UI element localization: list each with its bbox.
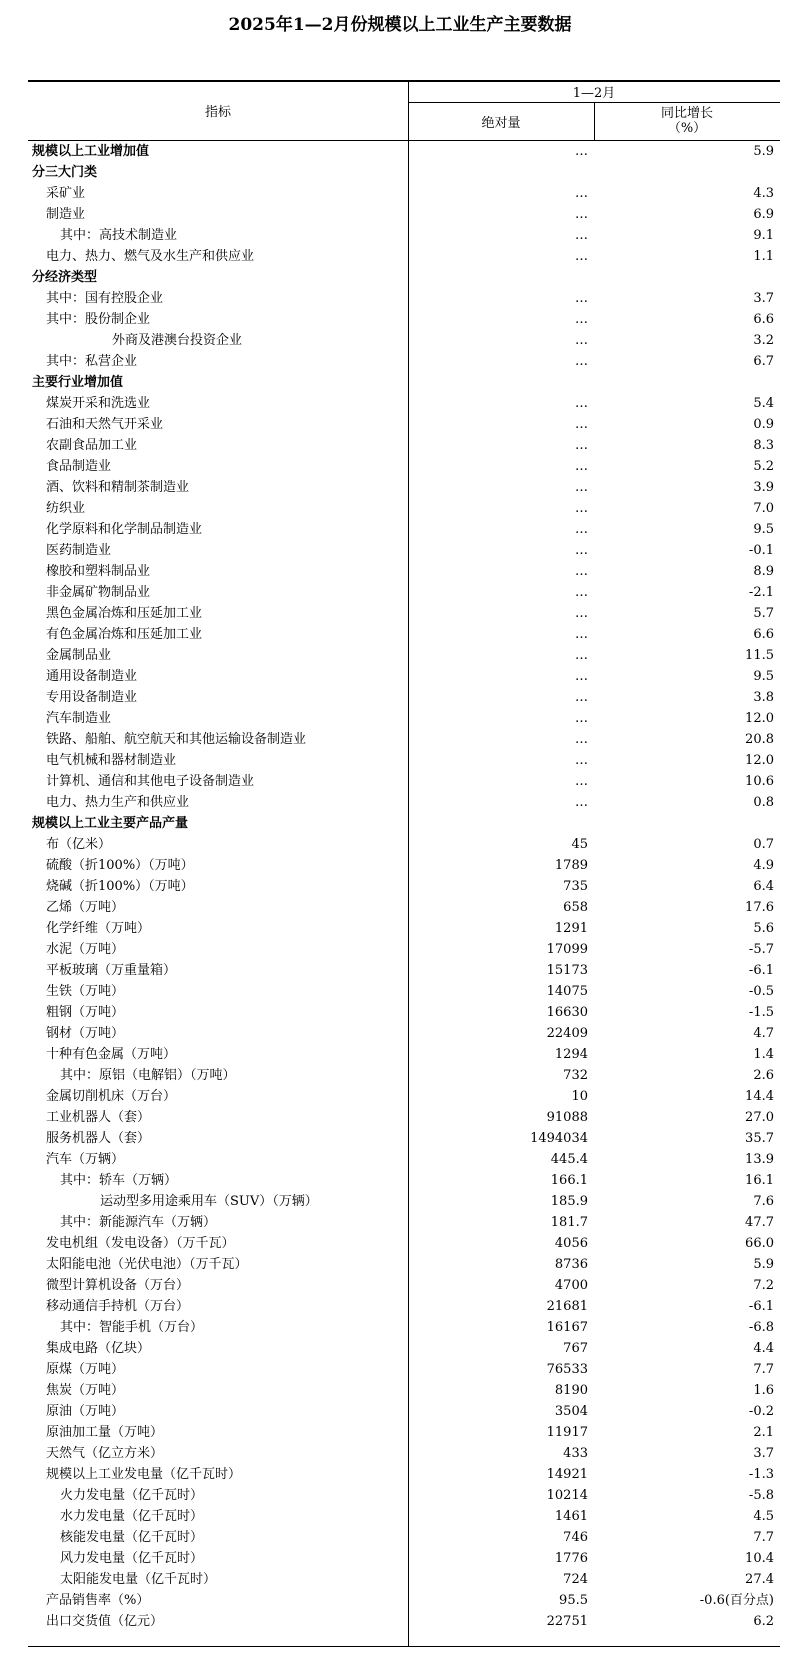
row-absolute: …	[575, 354, 588, 369]
row-yoy: 27.0	[745, 1110, 774, 1125]
table-header	[28, 80, 780, 140]
table-body	[28, 141, 780, 1632]
row-label: 其中：轿车（万辆）	[60, 1173, 178, 1188]
row-absolute: 15173	[546, 963, 588, 978]
page-title: 2025年1—2月份规模以上工业生产主要数据	[228, 15, 572, 35]
row-label: 电气机械和器材制造业	[46, 753, 177, 768]
row-yoy: 9.5	[753, 522, 774, 537]
row-yoy: 3.7	[753, 1446, 774, 1461]
row-yoy: 47.7	[745, 1215, 774, 1230]
row-yoy: 27.4	[745, 1572, 774, 1587]
table-row	[28, 435, 780, 456]
row-absolute: 445.4	[550, 1152, 588, 1167]
row-absolute: 1789	[554, 858, 588, 873]
table-row	[28, 855, 780, 876]
row-yoy: -6.1	[748, 1299, 774, 1314]
row-label: 电力、热力、燃气及水生产和供应业	[46, 249, 255, 264]
row-label: 汽车制造业	[46, 711, 112, 726]
row-yoy: 6.9	[753, 207, 774, 222]
row-label: 粗钢（万吨）	[46, 1005, 125, 1020]
table-row	[28, 519, 780, 540]
table-row	[28, 330, 780, 351]
row-yoy: 2.1	[753, 1425, 774, 1440]
row-label: 天然气（亿立方米）	[46, 1446, 164, 1461]
row-absolute: …	[575, 585, 588, 600]
row-yoy: 4.3	[753, 186, 774, 201]
row-yoy: -6.1	[748, 963, 774, 978]
row-yoy: 1.4	[753, 1047, 774, 1062]
table-row	[28, 1149, 780, 1170]
row-label: 汽车（万辆）	[46, 1152, 125, 1167]
row-absolute: 732	[563, 1068, 588, 1083]
row-absolute: 433	[563, 1446, 588, 1461]
table-row	[28, 1338, 780, 1359]
row-yoy: 6.6	[753, 312, 774, 327]
row-absolute: 746	[563, 1530, 588, 1545]
row-absolute: …	[575, 522, 588, 537]
table-row	[28, 225, 780, 246]
table-row	[28, 1212, 780, 1233]
row-label: 其中：新能源汽车（万辆）	[60, 1215, 217, 1230]
row-label: 水泥（万吨）	[46, 942, 125, 957]
row-absolute: 76533	[546, 1362, 588, 1377]
row-absolute: 4700	[554, 1278, 588, 1293]
header-yoy-label: 同比增长	[660, 106, 713, 121]
row-label: 金属切削机床（万台）	[46, 1089, 177, 1104]
row-absolute: 21681	[546, 1299, 588, 1314]
row-yoy: -0.1	[748, 543, 774, 558]
row-label: 焦炭（万吨）	[46, 1383, 125, 1398]
row-yoy: 5.9	[753, 1257, 774, 1272]
table-row	[28, 624, 780, 645]
row-absolute: 14921	[546, 1467, 588, 1482]
row-yoy: -2.1	[748, 585, 774, 600]
row-absolute: …	[575, 501, 588, 516]
row-yoy: 4.9	[753, 858, 774, 873]
row-label: 原煤（万吨）	[46, 1362, 125, 1377]
table-row	[28, 1527, 780, 1548]
table-row	[28, 1065, 780, 1086]
row-label: 橡胶和塑料制品业	[46, 564, 151, 579]
row-label: 硫酸（折100%）（万吨）	[46, 858, 194, 873]
table-row	[28, 498, 780, 519]
row-label: 乙烯（万吨）	[46, 900, 125, 915]
table-row	[28, 750, 780, 771]
row-yoy: -0.2	[748, 1404, 774, 1419]
table-row	[28, 1191, 780, 1212]
row-yoy: 17.6	[745, 900, 774, 915]
table-row	[28, 372, 780, 393]
table-row	[28, 1569, 780, 1590]
row-absolute: 735	[563, 879, 588, 894]
row-yoy: 16.1	[745, 1173, 774, 1188]
row-yoy: 8.3	[753, 438, 774, 453]
row-yoy: 5.7	[753, 606, 774, 621]
header-period: 1—2月	[572, 85, 616, 101]
row-label: 水力发电量（亿千瓦时）	[60, 1509, 204, 1524]
row-absolute: …	[575, 711, 588, 726]
row-absolute: …	[575, 312, 588, 327]
row-absolute: 3504	[554, 1404, 588, 1419]
table-bottom-rule	[28, 1646, 780, 1647]
row-absolute: …	[575, 438, 588, 453]
row-label: 规模以上工业增加值	[32, 144, 150, 159]
row-yoy: 0.8	[753, 795, 774, 810]
row-absolute: 4056	[554, 1236, 588, 1251]
row-label: 其中：原铝（电解铝）（万吨）	[60, 1068, 236, 1083]
row-yoy: 9.1	[753, 228, 774, 243]
table-row	[28, 267, 780, 288]
row-label: 其中：私营企业	[46, 354, 138, 369]
row-yoy: -0.5	[748, 984, 774, 999]
row-yoy: -0.6(百分点)	[699, 1593, 774, 1608]
table-row	[28, 162, 780, 183]
row-absolute: …	[575, 459, 588, 474]
row-label: 食品制造业	[46, 459, 112, 474]
table-row	[28, 1002, 780, 1023]
row-yoy: 7.7	[753, 1362, 774, 1377]
header-yoy-unit: （%）	[667, 121, 707, 136]
table-row	[28, 1506, 780, 1527]
row-absolute: 45	[571, 837, 588, 852]
header-yoy	[594, 102, 780, 140]
table-row	[28, 708, 780, 729]
row-label: 煤炭开采和洗选业	[46, 396, 151, 411]
row-label: 制造业	[46, 207, 86, 222]
table-row	[28, 246, 780, 267]
row-absolute: …	[575, 480, 588, 495]
table-row	[28, 1380, 780, 1401]
row-absolute: 17099	[546, 942, 588, 957]
row-absolute: …	[575, 144, 588, 159]
row-absolute: …	[575, 627, 588, 642]
table-row	[28, 1464, 780, 1485]
row-absolute: 724	[563, 1572, 588, 1587]
row-absolute: …	[575, 690, 588, 705]
row-absolute: 658	[563, 900, 588, 915]
table-row	[28, 1548, 780, 1569]
row-absolute: …	[575, 606, 588, 621]
row-absolute: 8736	[554, 1257, 588, 1272]
row-label: 产品销售率（%）	[46, 1593, 150, 1608]
row-label: 烧碱（折100%）（万吨）	[46, 879, 194, 894]
row-yoy: 5.6	[753, 921, 774, 936]
row-yoy: 8.9	[753, 564, 774, 579]
row-yoy: 6.2	[753, 1614, 774, 1629]
row-absolute: …	[575, 228, 588, 243]
row-yoy: 11.5	[745, 648, 774, 663]
table-row	[28, 582, 780, 603]
table-row	[28, 918, 780, 939]
row-absolute: …	[575, 207, 588, 222]
table-row	[28, 1170, 780, 1191]
row-label: 服务机器人（套）	[46, 1131, 151, 1146]
table-row	[28, 813, 780, 834]
row-label: 规模以上工业主要产品产量	[32, 816, 189, 831]
row-yoy: -1.3	[748, 1467, 774, 1482]
table-row	[28, 981, 780, 1002]
row-label: 其中：高技术制造业	[60, 228, 178, 243]
header-absolute: 绝对量	[481, 115, 521, 131]
table-row	[28, 1296, 780, 1317]
row-absolute: …	[575, 669, 588, 684]
table-row	[28, 1044, 780, 1065]
row-label: 其中：股份制企业	[46, 312, 151, 327]
row-absolute: 95.5	[559, 1593, 588, 1608]
row-yoy: 0.7	[753, 837, 774, 852]
row-absolute: …	[575, 333, 588, 348]
table-row	[28, 351, 780, 372]
row-yoy: -5.7	[748, 942, 774, 957]
row-yoy: -5.8	[748, 1488, 774, 1503]
row-yoy: 66.0	[745, 1236, 774, 1251]
row-absolute: …	[575, 417, 588, 432]
table-row	[28, 1023, 780, 1044]
row-label: 化学纤维（万吨）	[46, 921, 151, 936]
row-absolute: …	[575, 732, 588, 747]
row-label: 风力发电量（亿千瓦时）	[60, 1551, 204, 1566]
row-yoy: 7.2	[753, 1278, 774, 1293]
row-yoy: 7.0	[753, 501, 774, 516]
table-row	[28, 1233, 780, 1254]
row-yoy: 4.5	[753, 1509, 774, 1524]
row-yoy: 3.8	[753, 690, 774, 705]
row-absolute: …	[575, 774, 588, 789]
row-yoy: -1.5	[748, 1005, 774, 1020]
table-row	[28, 141, 780, 162]
row-absolute: 22409	[546, 1026, 588, 1041]
row-label: 十种有色金属（万吨）	[46, 1047, 177, 1062]
row-absolute: 767	[563, 1341, 588, 1356]
row-yoy: 13.9	[745, 1152, 774, 1167]
row-yoy: 6.4	[753, 879, 774, 894]
row-absolute: 22751	[546, 1614, 588, 1629]
row-label: 纺织业	[46, 501, 86, 516]
row-label: 其中：智能手机（万台）	[60, 1320, 204, 1335]
row-yoy: 12.0	[745, 753, 774, 768]
row-yoy: 35.7	[745, 1131, 774, 1146]
row-label: 黑色金属冶炼和压延加工业	[46, 606, 203, 621]
row-label: 外商及港澳台投资企业	[112, 333, 243, 348]
row-absolute: 1291	[554, 921, 588, 936]
row-yoy: -6.8	[748, 1320, 774, 1335]
row-yoy: 3.2	[753, 333, 774, 348]
table-row	[28, 897, 780, 918]
row-absolute: 166.1	[550, 1173, 588, 1188]
table-row	[28, 729, 780, 750]
table-row	[28, 414, 780, 435]
table-row	[28, 1485, 780, 1506]
row-yoy: 0.9	[753, 417, 774, 432]
row-label: 钢材（万吨）	[46, 1026, 125, 1041]
table-row	[28, 1317, 780, 1338]
row-label: 生铁（万吨）	[46, 984, 125, 999]
row-label: 金属制品业	[46, 648, 112, 663]
table-row	[28, 666, 780, 687]
row-absolute: 16630	[546, 1005, 588, 1020]
row-yoy: 9.5	[753, 669, 774, 684]
row-absolute: 10214	[546, 1488, 588, 1503]
table-row	[28, 183, 780, 204]
row-absolute: 1461	[554, 1509, 588, 1524]
row-absolute: …	[575, 753, 588, 768]
row-label: 化学原料和化学制品制造业	[46, 522, 203, 537]
row-yoy: 20.8	[745, 732, 774, 747]
row-yoy: 10.6	[745, 774, 774, 789]
row-yoy: 3.7	[753, 291, 774, 306]
row-yoy: 6.6	[753, 627, 774, 642]
table-row	[28, 645, 780, 666]
table-row	[28, 1443, 780, 1464]
row-label: 分经济类型	[32, 270, 98, 285]
row-absolute: …	[575, 249, 588, 264]
row-yoy: 10.4	[745, 1551, 774, 1566]
row-label: 太阳能电池（光伏电池）（万千瓦）	[46, 1257, 248, 1272]
row-yoy: 1.1	[753, 249, 774, 264]
table-row	[28, 1254, 780, 1275]
table-row	[28, 561, 780, 582]
row-yoy: 4.7	[753, 1026, 774, 1041]
row-label: 采矿业	[46, 186, 86, 201]
table-row	[28, 1086, 780, 1107]
row-absolute: …	[575, 543, 588, 558]
row-label: 布（亿米）	[46, 837, 112, 852]
row-label: 火力发电量（亿千瓦时）	[60, 1488, 204, 1503]
row-yoy: 5.2	[753, 459, 774, 474]
row-label: 运动型多用途乘用车（SUV）（万辆）	[100, 1194, 318, 1209]
row-label: 太阳能发电量（亿千瓦时）	[60, 1572, 217, 1587]
table-row	[28, 393, 780, 414]
row-absolute: 14075	[546, 984, 588, 999]
row-label: 发电机组（发电设备）（万千瓦）	[46, 1236, 235, 1251]
row-absolute: …	[575, 186, 588, 201]
row-label: 主要行业增加值	[32, 375, 124, 390]
table-row	[28, 792, 780, 813]
row-absolute: 11917	[546, 1425, 588, 1440]
row-absolute: …	[575, 396, 588, 411]
table-row	[28, 939, 780, 960]
table-row	[28, 540, 780, 561]
row-label: 有色金属冶炼和压延加工业	[46, 627, 203, 642]
table-row	[28, 1401, 780, 1422]
table-row	[28, 1422, 780, 1443]
row-label: 酒、饮料和精制茶制造业	[46, 480, 190, 495]
row-label: 其中：国有控股企业	[46, 291, 164, 306]
row-label: 电力、热力生产和供应业	[46, 795, 190, 810]
table-row	[28, 1611, 780, 1632]
row-label: 石油和天然气开采业	[46, 417, 164, 432]
row-absolute: …	[575, 795, 588, 810]
table-row	[28, 1128, 780, 1149]
row-absolute: 91088	[546, 1110, 588, 1125]
table-row	[28, 876, 780, 897]
row-absolute: 10	[571, 1089, 588, 1104]
row-label: 核能发电量（亿千瓦时）	[60, 1530, 204, 1545]
row-yoy: 4.4	[753, 1341, 774, 1356]
row-absolute: …	[575, 291, 588, 306]
table-row	[28, 477, 780, 498]
table-row	[28, 960, 780, 981]
row-label: 分三大门类	[32, 165, 98, 180]
row-label: 农副食品加工业	[46, 438, 138, 453]
table-row	[28, 288, 780, 309]
row-yoy: 14.4	[745, 1089, 774, 1104]
row-yoy: 6.7	[753, 354, 774, 369]
table-row	[28, 603, 780, 624]
row-yoy: 2.6	[753, 1068, 774, 1083]
row-label: 原油（万吨）	[46, 1404, 125, 1419]
row-label: 出口交货值（亿元）	[46, 1614, 164, 1629]
row-absolute: 1494034	[530, 1131, 588, 1146]
row-label: 平板玻璃（万重量箱）	[46, 963, 177, 978]
row-absolute: 1294	[554, 1047, 588, 1062]
row-label: 微型计算机设备（万台）	[46, 1278, 190, 1293]
row-yoy: 12.0	[745, 711, 774, 726]
row-absolute: 181.7	[550, 1215, 588, 1230]
row-yoy: 3.9	[753, 480, 774, 495]
row-absolute: 16167	[546, 1320, 588, 1335]
row-yoy: 5.4	[753, 396, 774, 411]
row-label: 集成电路（亿块）	[46, 1341, 151, 1356]
row-label: 原油加工量（万吨）	[46, 1425, 164, 1440]
table-row	[28, 687, 780, 708]
row-label: 专用设备制造业	[46, 690, 138, 705]
row-absolute: …	[575, 564, 588, 579]
row-label: 规模以上工业发电量（亿千瓦时）	[46, 1467, 242, 1482]
row-label: 通用设备制造业	[46, 669, 138, 684]
row-absolute: 1776	[554, 1551, 588, 1566]
row-absolute: …	[575, 648, 588, 663]
header-indicator: 指标	[204, 104, 231, 120]
row-label: 计算机、通信和其他电子设备制造业	[46, 774, 255, 789]
row-yoy: 5.9	[753, 144, 774, 159]
row-yoy: 7.7	[753, 1530, 774, 1545]
table-row	[28, 1275, 780, 1296]
table-row	[28, 309, 780, 330]
row-label: 工业机器人（套）	[46, 1110, 151, 1125]
row-yoy: 1.6	[753, 1383, 774, 1398]
row-yoy: 7.6	[753, 1194, 774, 1209]
table-row	[28, 771, 780, 792]
table-row	[28, 1359, 780, 1380]
row-label: 移动通信手持机（万台）	[46, 1299, 190, 1314]
row-label: 医药制造业	[46, 543, 112, 558]
row-label: 铁路、船舶、航空航天和其他运输设备制造业	[46, 732, 307, 747]
table-row	[28, 1107, 780, 1128]
table-row	[28, 834, 780, 855]
row-absolute: 185.9	[550, 1194, 588, 1209]
table-row	[28, 456, 780, 477]
row-absolute: 8190	[554, 1383, 588, 1398]
table-row	[28, 204, 780, 225]
row-label: 非金属矿物制品业	[46, 585, 151, 600]
table-row	[28, 1590, 780, 1611]
